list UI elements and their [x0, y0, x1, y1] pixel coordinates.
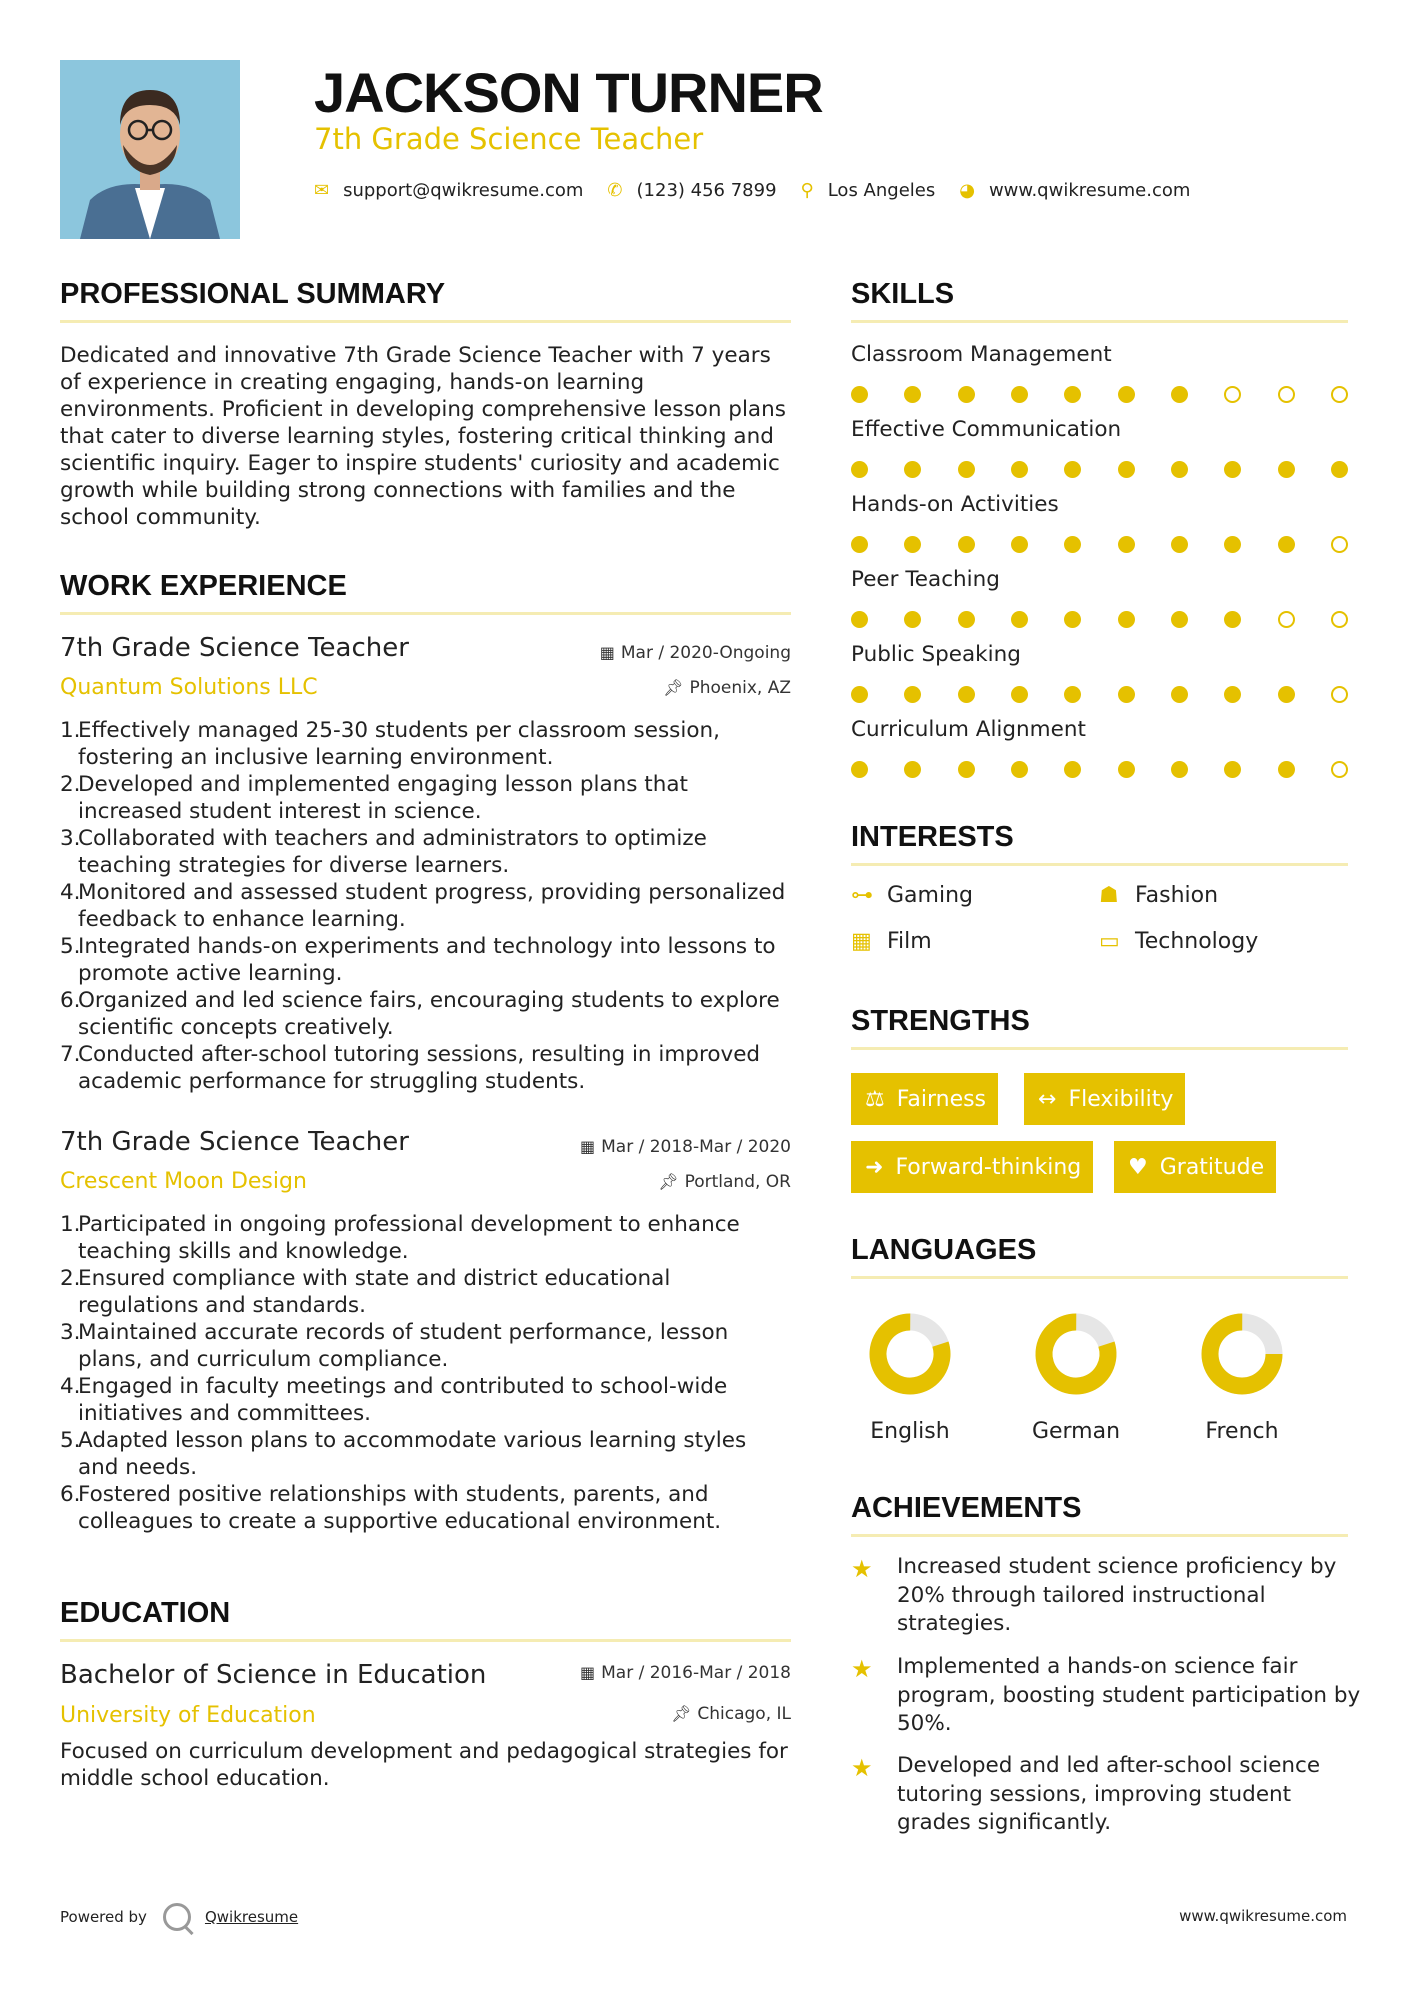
- skill-dot-filled: [1171, 461, 1188, 478]
- skill-item: [851, 717, 1351, 778]
- language-label: German: [1031, 1419, 1121, 1444]
- interest-label: Film: [887, 929, 932, 954]
- skills-heading: SKILLS: [851, 278, 955, 310]
- skill-dot-filled: [1171, 611, 1188, 628]
- skill-dot-empty: [1278, 386, 1295, 403]
- skill-dot-filled: [1278, 461, 1295, 478]
- education-text: Focused on curriculum development and pedagogical strategies for middle school education.: [60, 1739, 788, 1791]
- skill-rating: [851, 461, 1348, 478]
- skill-rating: [851, 686, 1348, 703]
- skill-dot-filled: [958, 761, 975, 778]
- list-item: 5. Integrated hands-on experiments and technology into lessons to promote active learning.: [60, 934, 776, 986]
- star-icon: ★: [851, 1655, 873, 1683]
- interest-item: [851, 883, 973, 908]
- strength-tag: [1114, 1141, 1276, 1193]
- job-1-location: [663, 678, 791, 698]
- footer-powered-by: [60, 1903, 298, 1931]
- list-item: 6. Fostered positive relationships with students, parents, and colleagues to create a supportive educational environment.: [60, 1482, 722, 1534]
- skill-dot-filled: [1331, 461, 1348, 478]
- skill-label: Effective Communication: [851, 417, 1122, 442]
- arrow-right-icon: ➜: [865, 1154, 884, 1180]
- education-school: University of Education: [60, 1703, 316, 1728]
- interest-item: [851, 929, 932, 954]
- qwikresume-logo-icon: [163, 1903, 191, 1931]
- skill-dot-filled: [1064, 761, 1081, 778]
- language-ring: [1033, 1311, 1119, 1397]
- skill-dot-filled: [958, 461, 975, 478]
- skill-dot-filled: [1064, 536, 1081, 553]
- job-2-title: 7th Grade Science Teacher: [60, 1127, 409, 1157]
- language-item: [1172, 1311, 1312, 1444]
- skill-dot-filled: [1011, 761, 1028, 778]
- contact-phone[interactable]: (123) 456 7899: [636, 180, 777, 201]
- list-item: 1. Participated in ongoing professional development to enhance teaching skills and knowledge.: [60, 1212, 740, 1264]
- skill-rating: [851, 536, 1348, 553]
- heart-icon: ♥: [1128, 1154, 1148, 1180]
- achievement-item: [851, 1752, 1361, 1838]
- strength-tag: [851, 1073, 998, 1125]
- balance-scale-icon: ⚖: [865, 1086, 885, 1112]
- skill-dot-filled: [1224, 686, 1241, 703]
- list-item: 2. Developed and implemented engaging lesson plans that increased student interest in science.: [60, 772, 688, 824]
- list-item: 7. Conducted after-school tutoring sessions, resulting in improved academic performance for struggling students.: [60, 1042, 761, 1094]
- achievement-item: [851, 1653, 1361, 1739]
- list-item: 1. Effectively managed 25-30 students per classroom session, fostering an inclusive learning environment.: [60, 718, 720, 770]
- interest-item: [1099, 883, 1218, 908]
- summary-text: Dedicated and innovative 7th Grade Science Teacher with 7 years of experience in creating engaging, hands-on learning environments. Proficient in developing comprehensive lesson plans that cater to diverse learning styles, fostering critical thinking and scientific inquiry. Eager to inspire students' curiosity and academic growth while building strong connections with families and the school community.: [60, 343, 786, 530]
- contact-website[interactable]: www.qwikresume.com: [988, 180, 1191, 201]
- map-marker-icon: ⚲: [800, 180, 814, 201]
- skill-dot-filled: [851, 761, 868, 778]
- skill-dot-filled: [904, 611, 921, 628]
- job-1-dates-text: Mar / 2020-Ongoing: [620, 643, 791, 663]
- work-heading: WORK EXPERIENCE: [60, 570, 347, 602]
- skill-dot-filled: [1224, 611, 1241, 628]
- skill-dot-filled: [958, 611, 975, 628]
- skill-item: [851, 417, 1351, 478]
- candidate-name: JACKSON TURNER: [314, 61, 823, 124]
- work-rule: [60, 612, 791, 615]
- skill-dot-filled: [851, 611, 868, 628]
- job-1-location-text: Phoenix, AZ: [689, 678, 791, 698]
- skill-dot-filled: [1011, 386, 1028, 403]
- calendar-icon: ▦: [579, 1137, 596, 1156]
- job-2-company: Crescent Moon Design: [60, 1169, 307, 1194]
- strength-tag: [1024, 1073, 1185, 1125]
- calendar-icon: ▦: [599, 643, 615, 662]
- skill-dot-filled: [851, 386, 868, 403]
- skill-rating: [851, 761, 1348, 778]
- strength-label: Forward-thinking: [895, 1154, 1082, 1180]
- languages-rule: [851, 1276, 1348, 1279]
- globe-icon: ◕: [959, 180, 975, 201]
- skill-dot-empty: [1331, 386, 1348, 403]
- strength-label: Gratitude: [1159, 1154, 1265, 1180]
- language-ring: [1199, 1311, 1285, 1397]
- job-1-dates: [600, 643, 791, 663]
- contact-location: Los Angeles: [827, 180, 936, 201]
- skill-dot-filled: [1064, 461, 1081, 478]
- brand-link[interactable]: Qwikresume: [204, 1908, 299, 1926]
- skill-dot-filled: [1224, 761, 1241, 778]
- skill-dot-filled: [1171, 761, 1188, 778]
- skill-item: [851, 642, 1351, 703]
- education-rule: [60, 1639, 791, 1642]
- education-location-text: Chicago, IL: [697, 1704, 791, 1724]
- list-item: 2. Ensured compliance with state and district educational regulations and standards.: [60, 1266, 671, 1318]
- education-location: [671, 1704, 791, 1724]
- interests-heading: INTERESTS: [851, 821, 1014, 853]
- job-2-location: [658, 1172, 791, 1192]
- skill-dot-filled: [958, 386, 975, 403]
- skills-rule: [851, 320, 1348, 323]
- strength-tag: [851, 1141, 1093, 1193]
- skill-dot-filled: [1224, 461, 1241, 478]
- achievements-rule: [851, 1534, 1348, 1537]
- skill-dot-empty: [1224, 386, 1241, 403]
- film-icon: ▦: [851, 929, 872, 954]
- skill-dot-filled: [958, 536, 975, 553]
- list-item: 4. Engaged in faculty meetings and contributed to school-wide initiatives and committees.: [60, 1374, 728, 1426]
- achievement-text: Developed and led after-school science tutoring sessions, improving student grades significantly.: [897, 1753, 1321, 1835]
- skill-item: [851, 567, 1351, 628]
- skill-dot-filled: [904, 536, 921, 553]
- education-degree: Bachelor of Science in Education: [60, 1660, 487, 1690]
- contact-email[interactable]: support@qwikresume.com: [343, 180, 584, 201]
- skill-dot-filled: [1171, 386, 1188, 403]
- arrows-horizontal-icon: ↔: [1038, 1086, 1057, 1112]
- skill-dot-filled: [1118, 686, 1135, 703]
- language-label: English: [870, 1419, 950, 1444]
- skill-dot-filled: [904, 461, 921, 478]
- skill-dot-filled: [1118, 536, 1135, 553]
- language-ring: [867, 1311, 953, 1397]
- strength-label: Fairness: [896, 1086, 987, 1112]
- job-2-location-text: Portland, OR: [684, 1172, 791, 1192]
- strengths-rule: [851, 1047, 1348, 1050]
- language-item: [1006, 1311, 1146, 1444]
- strengths-heading: STRENGTHS: [851, 1005, 1030, 1037]
- education-heading: EDUCATION: [60, 1597, 231, 1629]
- job-1-bullets: [60, 717, 791, 1095]
- candidate-role: 7th Grade Science Teacher: [314, 122, 704, 156]
- achievement-text: Implemented a hands-on science fair program, boosting student participation by 50%.: [897, 1654, 1361, 1736]
- laptop-icon: ▭: [1099, 929, 1120, 954]
- skill-label: Public Speaking: [851, 642, 1021, 667]
- skill-dot-empty: [1278, 611, 1295, 628]
- language-item: [840, 1311, 980, 1444]
- pin-icon: 📌︎: [671, 1704, 692, 1723]
- interest-item: [1099, 929, 1258, 954]
- skill-dot-empty: [1331, 611, 1348, 628]
- skill-label: Hands-on Activities: [851, 492, 1059, 517]
- calendar-icon: ▦: [579, 1663, 596, 1682]
- list-item: 6. Organized and led science fairs, encouraging students to explore scientific concepts creatively.: [60, 988, 780, 1040]
- skill-dot-filled: [1278, 686, 1295, 703]
- summary-heading: PROFESSIONAL SUMMARY: [60, 278, 446, 310]
- skill-dot-filled: [1064, 386, 1081, 403]
- gamepad-icon: ⊶: [851, 883, 873, 908]
- skill-dot-empty: [1331, 761, 1348, 778]
- skill-dot-filled: [904, 761, 921, 778]
- skill-dot-filled: [1278, 761, 1295, 778]
- interest-label: Fashion: [1135, 883, 1219, 908]
- achievements-heading: ACHIEVEMENTS: [851, 1492, 1082, 1524]
- interests-rule: [851, 863, 1348, 866]
- skill-dot-filled: [1011, 686, 1028, 703]
- interest-label: Gaming: [887, 883, 973, 908]
- skill-dot-filled: [851, 536, 868, 553]
- skill-label: Peer Teaching: [851, 567, 1000, 592]
- strength-label: Flexibility: [1068, 1086, 1174, 1112]
- list-item: 5. Adapted lesson plans to accommodate various learning styles and needs.: [60, 1428, 747, 1480]
- skill-dot-filled: [1011, 611, 1028, 628]
- phone-icon: ✆: [607, 180, 623, 201]
- skill-dot-filled: [1171, 536, 1188, 553]
- skill-dot-filled: [958, 686, 975, 703]
- skill-dot-filled: [851, 686, 868, 703]
- skill-dot-filled: [1278, 536, 1295, 553]
- skill-dot-filled: [1011, 536, 1028, 553]
- skill-dot-filled: [1064, 611, 1081, 628]
- skill-dot-filled: [904, 386, 921, 403]
- pin-icon: 📌︎: [658, 1172, 679, 1191]
- contact-bar: [314, 180, 1214, 201]
- envelope-icon: ✉: [314, 180, 330, 201]
- skill-label: Curriculum Alignment: [851, 717, 1086, 742]
- skill-dot-filled: [1118, 761, 1135, 778]
- skill-rating: [851, 386, 1348, 403]
- summary-rule: [60, 320, 791, 323]
- skill-dot-filled: [1118, 386, 1135, 403]
- skill-dot-filled: [1118, 461, 1135, 478]
- job-1-company: Quantum Solutions LLC: [60, 675, 318, 700]
- skill-dot-filled: [851, 461, 868, 478]
- list-item: 3. Collaborated with teachers and administrators to optimize teaching strategies for diverse learners.: [60, 826, 707, 878]
- skill-dot-filled: [1011, 461, 1028, 478]
- skill-rating: [851, 611, 1348, 628]
- job-2-dates: [580, 1137, 791, 1157]
- list-item: 4. Monitored and assessed student progress, providing personalized feedback to enhance learning.: [60, 880, 786, 932]
- job-1-title: 7th Grade Science Teacher: [60, 633, 409, 663]
- education-dates-text: Mar / 2016-Mar / 2018: [601, 1663, 791, 1683]
- skill-dot-filled: [1171, 686, 1188, 703]
- achievement-text: Increased student science proficiency by 20% through tailored instructional strategies.: [897, 1554, 1337, 1636]
- job-2-dates-text: Mar / 2018-Mar / 2020: [601, 1137, 791, 1157]
- achievement-item: [851, 1553, 1361, 1639]
- skill-dot-filled: [904, 686, 921, 703]
- footer-site-link[interactable]: www.qwikresume.com: [1179, 1907, 1347, 1925]
- star-icon: ★: [851, 1754, 873, 1782]
- skill-item: [851, 492, 1351, 553]
- pin-icon: 📌︎: [663, 678, 684, 697]
- skill-dot-filled: [1118, 611, 1135, 628]
- skill-dot-filled: [1064, 686, 1081, 703]
- star-icon: ★: [851, 1555, 873, 1583]
- profile-photo: [60, 60, 240, 239]
- job-2-bullets: [60, 1211, 791, 1535]
- shopping-bag-icon: ☗: [1099, 883, 1119, 908]
- skill-label: Classroom Management: [851, 342, 1112, 367]
- languages-heading: LANGUAGES: [851, 1234, 1037, 1266]
- skill-dot-filled: [1224, 536, 1241, 553]
- interest-label: Technology: [1135, 929, 1259, 954]
- skill-item: [851, 342, 1351, 403]
- education-dates: [580, 1663, 791, 1683]
- skill-dot-empty: [1331, 686, 1348, 703]
- list-item: 3. Maintained accurate records of student performance, lesson plans, and curriculum compliance.: [60, 1320, 729, 1372]
- powered-by-label: Powered by: [60, 1908, 147, 1926]
- skill-dot-empty: [1331, 536, 1348, 553]
- language-label: French: [1205, 1419, 1279, 1444]
